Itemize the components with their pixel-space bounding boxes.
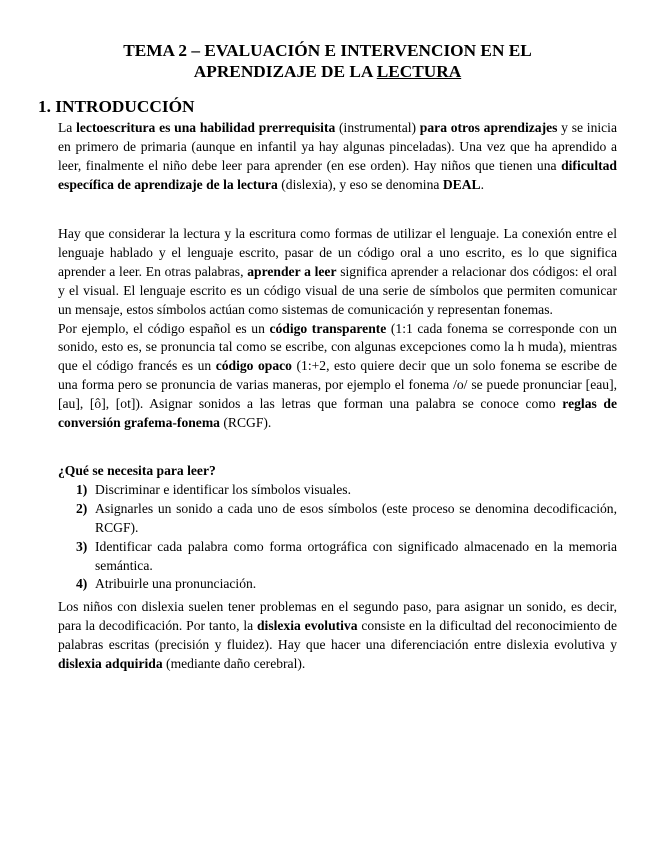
list-item-text: Atribuirle una pronunciación. <box>95 576 257 592</box>
title-underlined-word: LECTURA <box>376 62 462 81</box>
paragraph-codes <box>58 320 617 433</box>
list-item-number: 1) <box>76 481 88 497</box>
p1-bold-3: dificultad específica de aprendizaje de la lectura <box>58 157 617 192</box>
p1-text-1: La <box>58 120 77 135</box>
p1-text-3: y se inicia en primero de primaria (aunque en infantil ya hay algunas pinceladas). Una vez que ha aprendido a leer, finalmente el niño debe leer para aprender (en ese orden). Hay niños que tienen una <box>58 120 617 173</box>
p4-bold-2: dislexia adquirida <box>58 655 163 671</box>
section-heading: 1. INTRODUCCIÓN <box>38 97 195 116</box>
list-item <box>58 500 617 538</box>
p4-bold-1: dislexia evolutiva <box>257 617 358 633</box>
p2b-bold-1: código transparente <box>269 320 387 336</box>
steps-question: ¿Qué se necesita para leer? <box>58 463 216 478</box>
list-item-text: Asignarles un sonido a cada uno de esos símbolos (este proceso se denomina decodificación, RCGF). <box>95 500 617 535</box>
list-item <box>58 538 617 576</box>
p2-text-1: Hay que considerar la lectura y la escritura como formas de utilizar el lenguaje. La conexión entre el lenguaje hablado y el lenguaje escrito, pasar de un código oral a uno escrito, es lo que significa aprender a leer. En otras palabras, <box>58 226 617 279</box>
list-item-number: 2) <box>76 500 88 516</box>
p2b-text-3: (1:+2, esto quiere decir que un solo fonema se escribe de una forma pero se pronuncia de varias maneras, por ejemplo el fonema /o/ se puede pronunciar [eau], [au], [ô], [ot]). Asignar sonidos a las letras que forman una palabra se conoce como <box>58 358 617 412</box>
title-line-2 <box>40 61 615 82</box>
paragraph-dyslexia <box>58 598 617 674</box>
p2-bold-1: aprender a leer <box>247 263 337 279</box>
p2b-bold-3: reglas de conversión grafema-fonema <box>58 396 617 431</box>
list-item-number: 3) <box>76 538 88 554</box>
p1-text-5: . <box>480 176 485 192</box>
p2b-bold-2: código opaco <box>215 358 292 374</box>
p4-text-1: Los niños con dislexia suelen tener problemas en el segundo paso, para asignar un sonido, es decir, para la decodificación. Por tanto, la <box>58 599 617 633</box>
p2b-text-4: (RCGF). <box>219 415 272 431</box>
p1-bold-4: DEAL <box>442 176 481 192</box>
list-item-text: Discriminar e identificar los símbolos visuales. <box>95 481 351 497</box>
p2b-text-1: Por ejemplo, el código español es un <box>58 320 270 336</box>
reading-steps <box>58 462 617 594</box>
title-line-1: TEMA 2 – EVALUACIÓN E INTERVENCION EN EL <box>123 41 532 60</box>
list-item <box>58 481 617 500</box>
p4-text-2: consiste en la dificultad del reconocimiento de palabras escritas (precisión y fluidez). Hay que hacer una diferenciación entre dislexia evolutiva y <box>58 617 617 652</box>
p1-text-2: (instrumental) <box>335 120 420 135</box>
p1-text-4: (dislexia), y eso se denomina <box>277 176 443 192</box>
p2-text-2: significa aprender a relacionar dos códigos: el oral y el visual. El lenguaje escrito es un código visual de una serie de símbolos que permiten comunicar un mensaje, estos símbolos actúan como sistemas de comunicación y representan fonemas. <box>58 263 617 317</box>
list-item-number: 4) <box>76 576 88 592</box>
document-title <box>40 40 615 82</box>
list-item-text: Identificar cada palabra como forma ortográfica con significado almacenado en la memoria semántica. <box>95 538 617 573</box>
p2b-text-2: (1:1 cada fonema se corresponde con un sonido, esto es, se pronuncia tal como se escribe, con algunas excepciones como la h muda), mientras que el código francés es un <box>58 320 617 374</box>
p1-bold-1: lectoescritura es una habilidad prerrequisita <box>76 120 336 135</box>
paragraph-language <box>58 225 617 433</box>
steps-list <box>58 481 617 594</box>
p1-bold-2: para otros aprendizajes <box>419 120 558 135</box>
p4-text-3: (mediante daño cerebral). <box>162 655 306 671</box>
list-item <box>58 575 617 594</box>
paragraph-intro <box>58 119 617 195</box>
title-line-2-text: APRENDIZAJE DE LA <box>193 62 377 81</box>
